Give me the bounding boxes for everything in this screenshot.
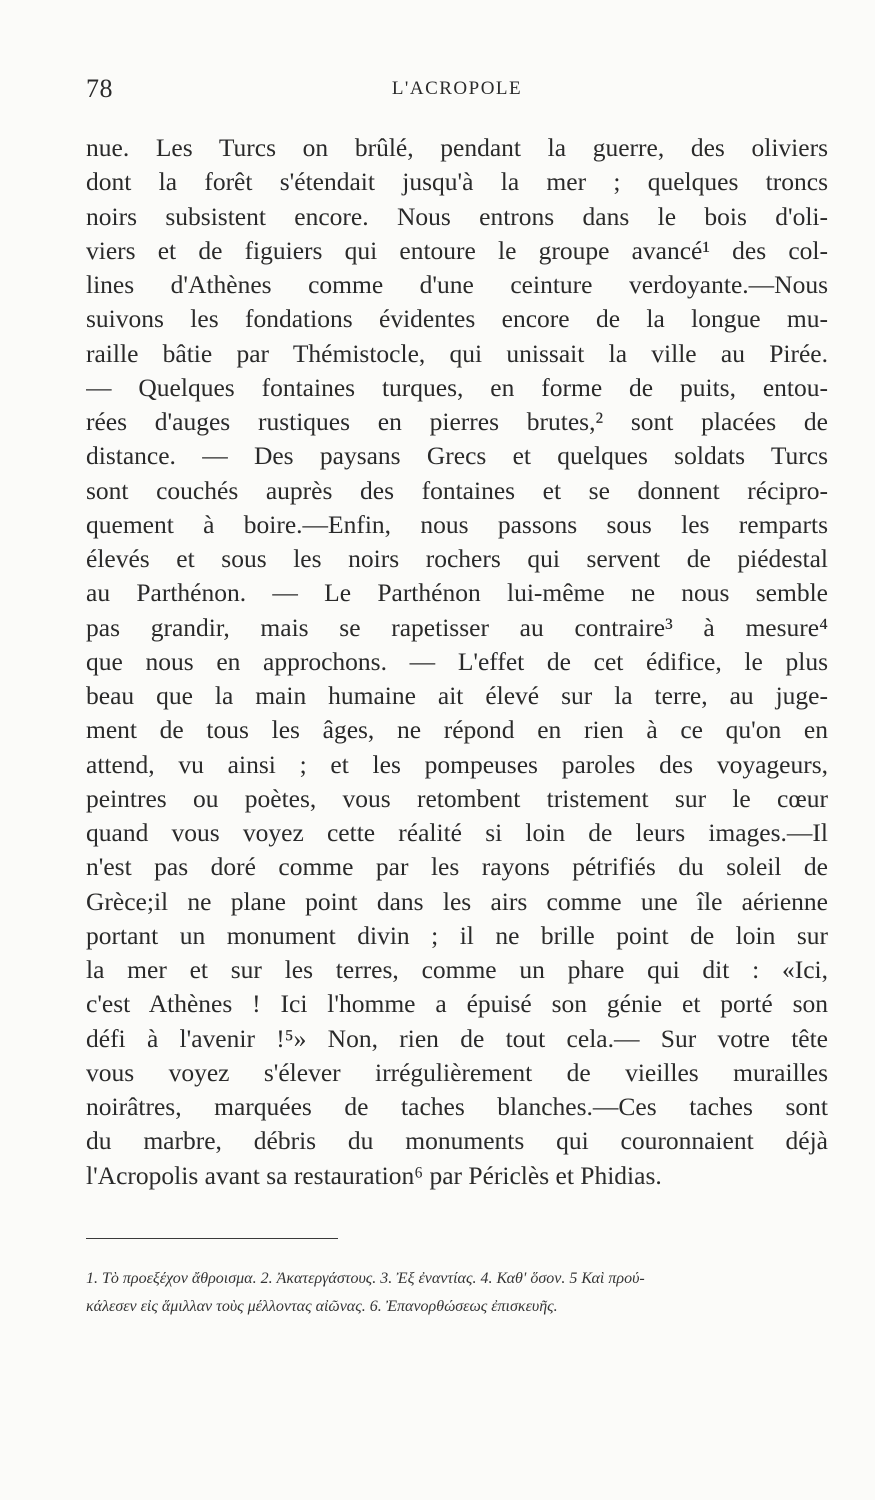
text-line: sont couchés auprès des fontaines et se donnent récipro- — [86, 475, 828, 505]
text-line: n'est pas doré comme par les rayons pétrifiés du soleil de — [86, 852, 828, 882]
text-line: l'Acropolis avant sa restauration⁶ par Périclès et Phidias. — [86, 1160, 662, 1190]
text-line: Grèce;il ne plane point dans les airs comme une île aérienne — [86, 886, 828, 916]
text-line: élevés et sous les noirs rochers qui servent de piédestal — [86, 544, 828, 573]
footnote-line: 1. Τὸ προεξέχον ἄθροισμα. 2. Ἀκατεργάστους. 3. Ἐξ ἐναντίας. 4. Καθ' ὅσον. 5 Καὶ πρού- — [86, 1270, 645, 1287]
text-line: — Quelques fontaines turques, en forme de puits, entou- — [86, 372, 828, 402]
text-line: défi à l'avenir !⁵» Non, rien de tout cela.— Sur votre tête — [86, 1023, 828, 1053]
text-line: que nous en approchons. — L'effet de cet édifice, le plus — [86, 646, 828, 676]
footnote-line: κάλεσεν εἰς ἅμιλλαν τοὺς μέλλοντας αἰῶνας. 6. Ἐπανορθώσεως ἐπισκευῆς. — [86, 1298, 558, 1315]
text-line: attend, vu ainsi ; et les pompeuses paroles des voyageurs, — [86, 749, 828, 779]
text-line: quement à boire.—Enfin, nous passons sous les remparts — [86, 509, 828, 539]
text-line: noirs subsistent encore. Nous entrons dans le bois d'oli- — [86, 201, 828, 231]
text-line: noirâtres, marquées de taches blanches.—Ces taches sont — [86, 1092, 828, 1121]
text-line: c'est Athènes ! Ici l'homme a épuisé son génie et porté son — [86, 989, 828, 1019]
text-line: vous voyez s'élever irrégulièrement de vieilles murailles — [86, 1057, 828, 1087]
text-line: beau que la main humaine ait élevé sur la terre, au juge- — [86, 681, 828, 710]
text-line: lines d'Athènes comme d'une ceinture verdoyante.—Nous — [86, 270, 828, 299]
text-line: peintres ou poètes, vous retombent tristement sur le cœur — [86, 783, 828, 813]
footnotes — [86, 1265, 828, 1321]
text-line: dont la forêt s'étendait jusqu'à la mer ; quelques troncs — [86, 167, 828, 197]
text-line: suivons les fondations évidentes encore de la longue mu- — [86, 304, 828, 334]
text-line: au Parthénon. — Le Parthénon lui-même ne nous semble — [86, 578, 828, 608]
text-line: pas grandir, mais se rapetisser au contraire³ à mesure⁴ — [86, 612, 828, 642]
body-text — [86, 131, 828, 1193]
running-title: L'ACROPOLE — [391, 78, 523, 99]
text-line: rées d'auges rustiques en pierres brutes,² sont placées de — [86, 407, 828, 436]
page-number: 78 — [86, 74, 113, 103]
text-line: quand vous voyez cette réalité si loin de leurs images.—Il — [86, 818, 828, 847]
text-line: raille bâtie par Thémistocle, qui unissait la ville au Pirée. — [86, 338, 828, 368]
footnote-divider — [86, 1238, 338, 1239]
text-line: ment de tous les âges, ne répond en rien à ce qu'on en — [86, 715, 828, 745]
text-line: portant un monument divin ; il ne brille point de loin sur — [86, 920, 828, 950]
text-line: viers et de figuiers qui entoure le groupe avancé¹ des col- — [86, 235, 828, 265]
page-header — [86, 74, 828, 104]
text-line: nue. Les Turcs on brûlé, pendant la guerre, des oliviers — [86, 133, 828, 162]
text-line: distance. — Des paysans Grecs et quelques soldats Turcs — [86, 441, 828, 471]
text-line: du marbre, débris du monuments qui couronnaient déjà — [86, 1126, 828, 1156]
text-line: la mer et sur les terres, comme un phare qui dit : «Ici, — [86, 955, 828, 984]
